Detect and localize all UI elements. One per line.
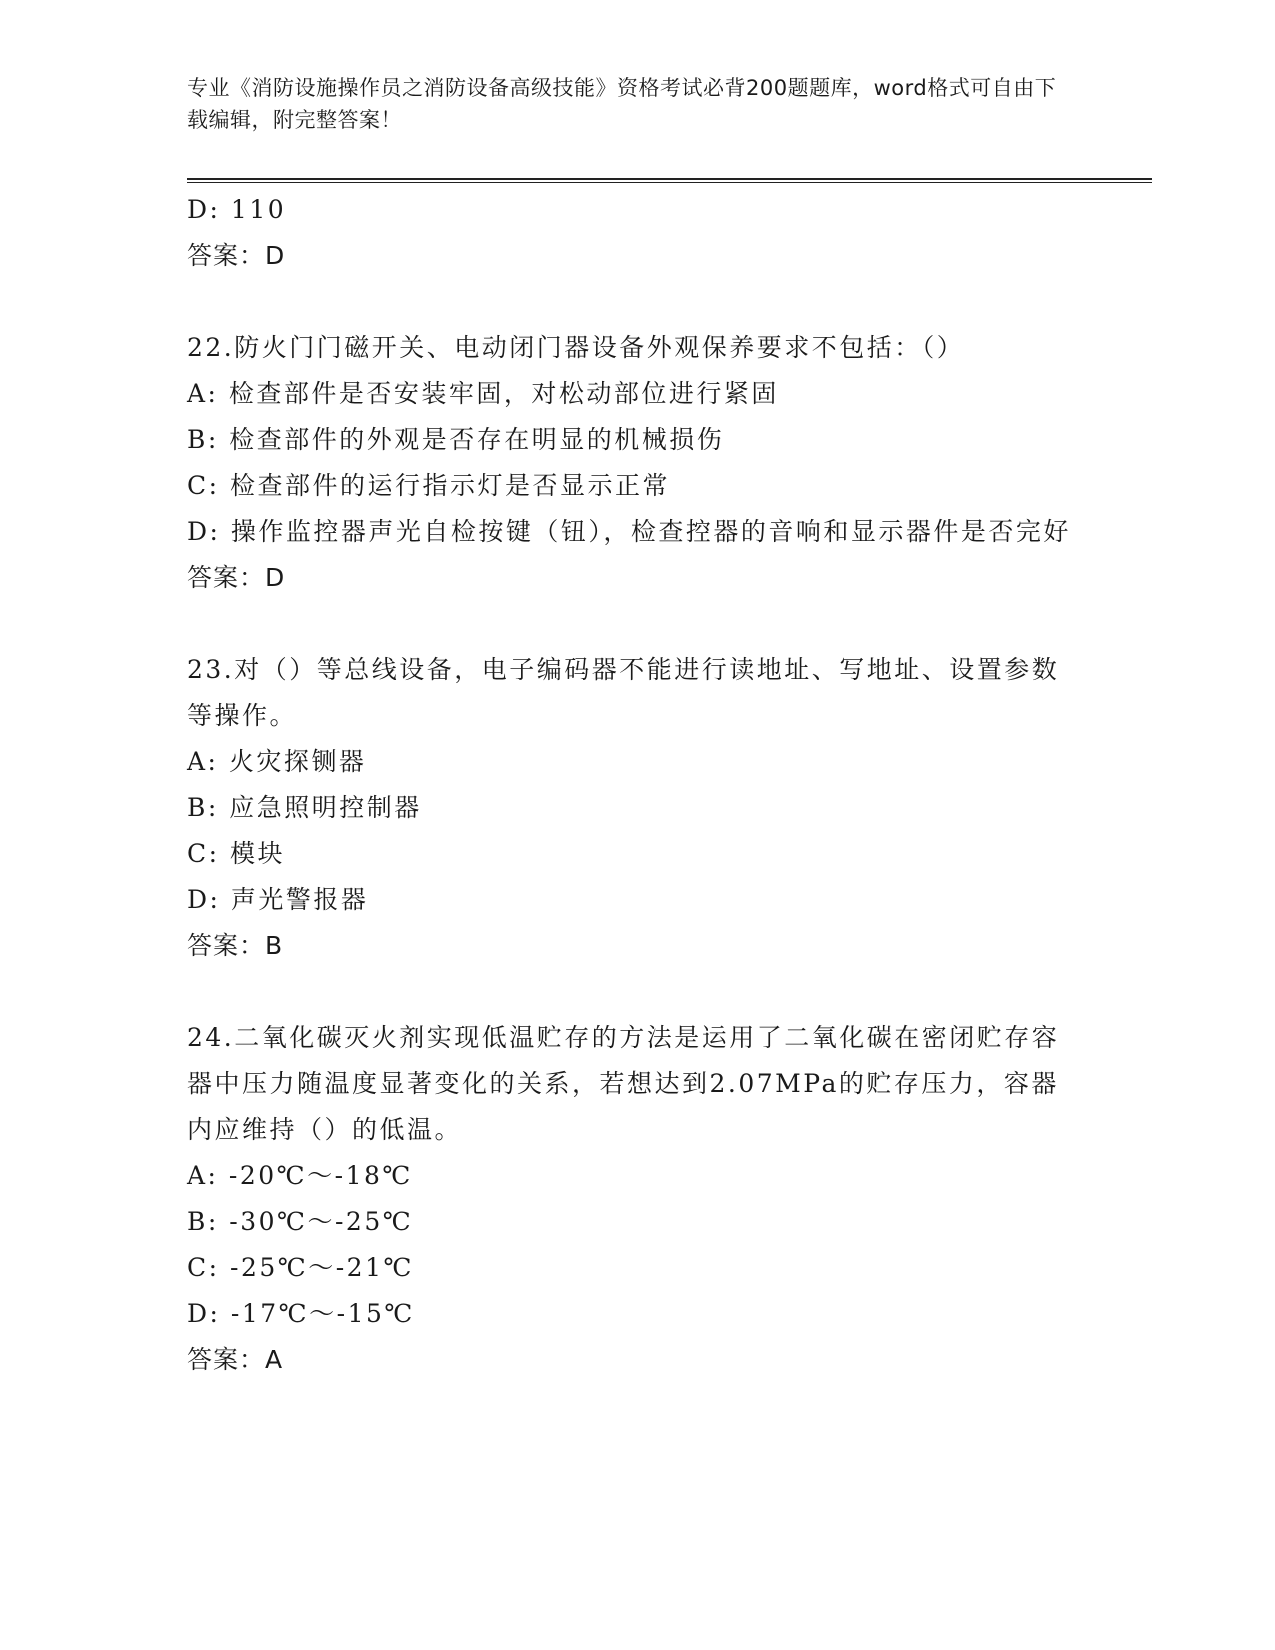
question-stem: 22.防火门门磁开关、电动闭门器设备外观保养要求不包括：（） xyxy=(187,333,965,362)
option-d: D: 110 xyxy=(187,195,287,224)
spacer xyxy=(187,969,1077,1015)
answer: 答案：B xyxy=(187,931,284,960)
option-b: B: 检查部件的外观是否存在明显的机械损伤 xyxy=(187,425,725,454)
option-b: B: -30℃～-25℃ xyxy=(187,1207,414,1236)
option-a: A: 火灾探铡器 xyxy=(187,747,367,776)
option-a: A: -20℃～-18℃ xyxy=(187,1161,413,1190)
option-c: C: -25℃～-21℃ xyxy=(187,1253,414,1282)
question-22 xyxy=(187,325,1077,601)
document-header: 专业《消防设施操作员之消防设备高级技能》资格考试必背200题题库，word格式可自由下载编辑，附完整答案！ xyxy=(187,76,1057,132)
option-a: A: 检查部件是否安装牢固，对松动部位进行紧固 xyxy=(187,379,779,408)
header-rule-thick xyxy=(187,178,1152,180)
document-body xyxy=(187,187,1077,1383)
question-24 xyxy=(187,1015,1077,1383)
question-stem: 24.二氧化碳灭火剂实现低温贮存的方法是运用了二氧化碳在密闭贮存容器中压力随温度显著变化的关系，若想达到2.07MPa的贮存压力，容器内应维持（）的低温。 xyxy=(187,1023,1060,1144)
option-b: B: 应急照明控制器 xyxy=(187,793,422,822)
question-23 xyxy=(187,647,1077,969)
option-d: D: 操作监控器声光自检按键（钮），检查控器的音响和显示器件是否完好 xyxy=(187,517,1071,546)
question-stem: 23.对（）等总线设备，电子编码器不能进行读地址、写地址、设置参数等操作。 xyxy=(187,655,1060,730)
answer: 答案：D xyxy=(187,241,286,270)
option-d: D: 声光警报器 xyxy=(187,885,369,914)
spacer xyxy=(187,601,1077,647)
option-c: C: 模块 xyxy=(187,839,285,868)
option-c: C: 检查部件的运行指示灯是否显示正常 xyxy=(187,471,670,500)
spacer xyxy=(187,279,1077,325)
option-d: D: -17℃～-15℃ xyxy=(187,1299,415,1328)
answer: 答案：D xyxy=(187,563,286,592)
previous-question-tail xyxy=(187,187,1077,279)
header-rule-thin xyxy=(187,182,1152,183)
answer: 答案：A xyxy=(187,1345,284,1374)
